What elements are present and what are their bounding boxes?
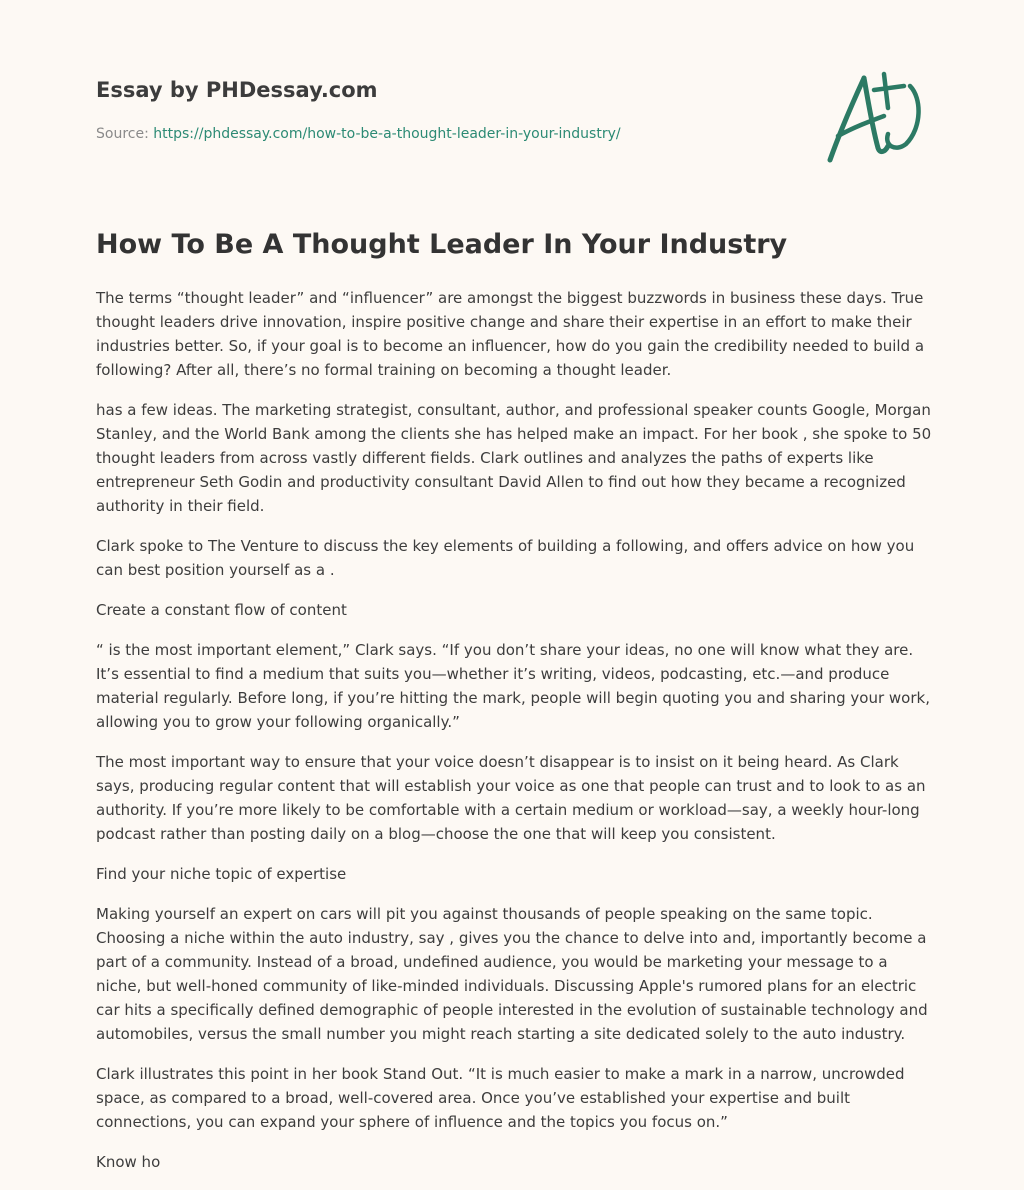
essay-paragraph: Clark spoke to The Venture to discuss the key elements of building a following, and offers advice on how you can best position yourself as a . [96, 537, 915, 579]
essay-paragraph: The most important way to ensure that your voice doesn’t disappear is to insist on it being heard. As Clark says, producing regular content that will establish your voice as one that people can trust and to look to as an authority. If you’re more likely to be comfortable with a certain medium or workload—say, a weekly hour-long podcast rather than posting daily on a blog—choose the one that will keep you consistent. [96, 753, 926, 843]
essay-paragraph: The terms “thought leader” and “influencer” are amongst the biggest buzzwords in business these days. True thought leaders drive innovation, inspire positive change and share their expertise in an effort to make their industries better. So, if your goal is to become an influencer, how do you gain the credibility needed to build a following? After all, there’s no formal training on becoming a thought leader. [96, 289, 925, 379]
essay-paragraph: Making yourself an expert on cars will pit you against thousands of people speaking on the same topic. Choosing a niche within the auto industry, say , gives you the chance to delve into and, importantly become a part of a community. Instead of a broad, undefined audience, you would be marketing your message to a niche, but well-honed community of like-minded individuals. Discussing Apple's rumored plans for an electric car hits a specifically defined demographic of people interested in the evolution of sustainable technology and automobiles, versus the small number you might reach starting a site dedicated solely to the auto industry. [96, 905, 928, 1043]
a-plus-grade-icon [822, 66, 930, 166]
essay-content [96, 226, 932, 1190]
page-header [96, 76, 796, 144]
source-label: Source: [96, 126, 154, 142]
section-heading: Know ho [96, 1153, 161, 1171]
source-link[interactable]: https://phdessay.com/how-to-be-a-thought-leader-in-your-industry/ [153, 126, 621, 142]
site-title: Essay by PHDessay.com [96, 78, 378, 102]
essay-title: How To Be A Thought Leader In Your Industry [96, 229, 788, 260]
section-heading: Find your niche topic of expertise [96, 865, 347, 883]
section-heading: Create a constant flow of content [96, 601, 347, 619]
essay-paragraph: “ is the most important element,” Clark says. “If you don’t share your ideas, no one will know what they are. It’s essential to find a medium that suits you—whether it’s writing, videos, podcasting, etc.—and produce material regularly. Before long, if you’re hitting the mark, people will begin quoting you and sharing your work, allowing you to grow your following organically.” [96, 641, 930, 731]
essay-paragraph: has a few ideas. The marketing strategist, consultant, author, and professional speaker counts Google, Morgan Stanley, and the World Bank among the clients she has helped make an impact. For her book , she spoke to 50 thought leaders from across vastly different fields. Clark outlines and analyzes the paths of experts like entrepreneur Seth Godin and productivity consultant David Allen to find out how they became a recognized authority in their field. [96, 401, 932, 515]
essay-paragraph: Clark illustrates this point in her book Stand Out. “It is much easier to make a mark in a narrow, uncrowded space, as compared to a broad, well-covered area. Once you’ve established your expertise and built connections, you can expand your sphere of influence and the topics you focus on.” [96, 1065, 905, 1131]
source-line [96, 124, 796, 144]
